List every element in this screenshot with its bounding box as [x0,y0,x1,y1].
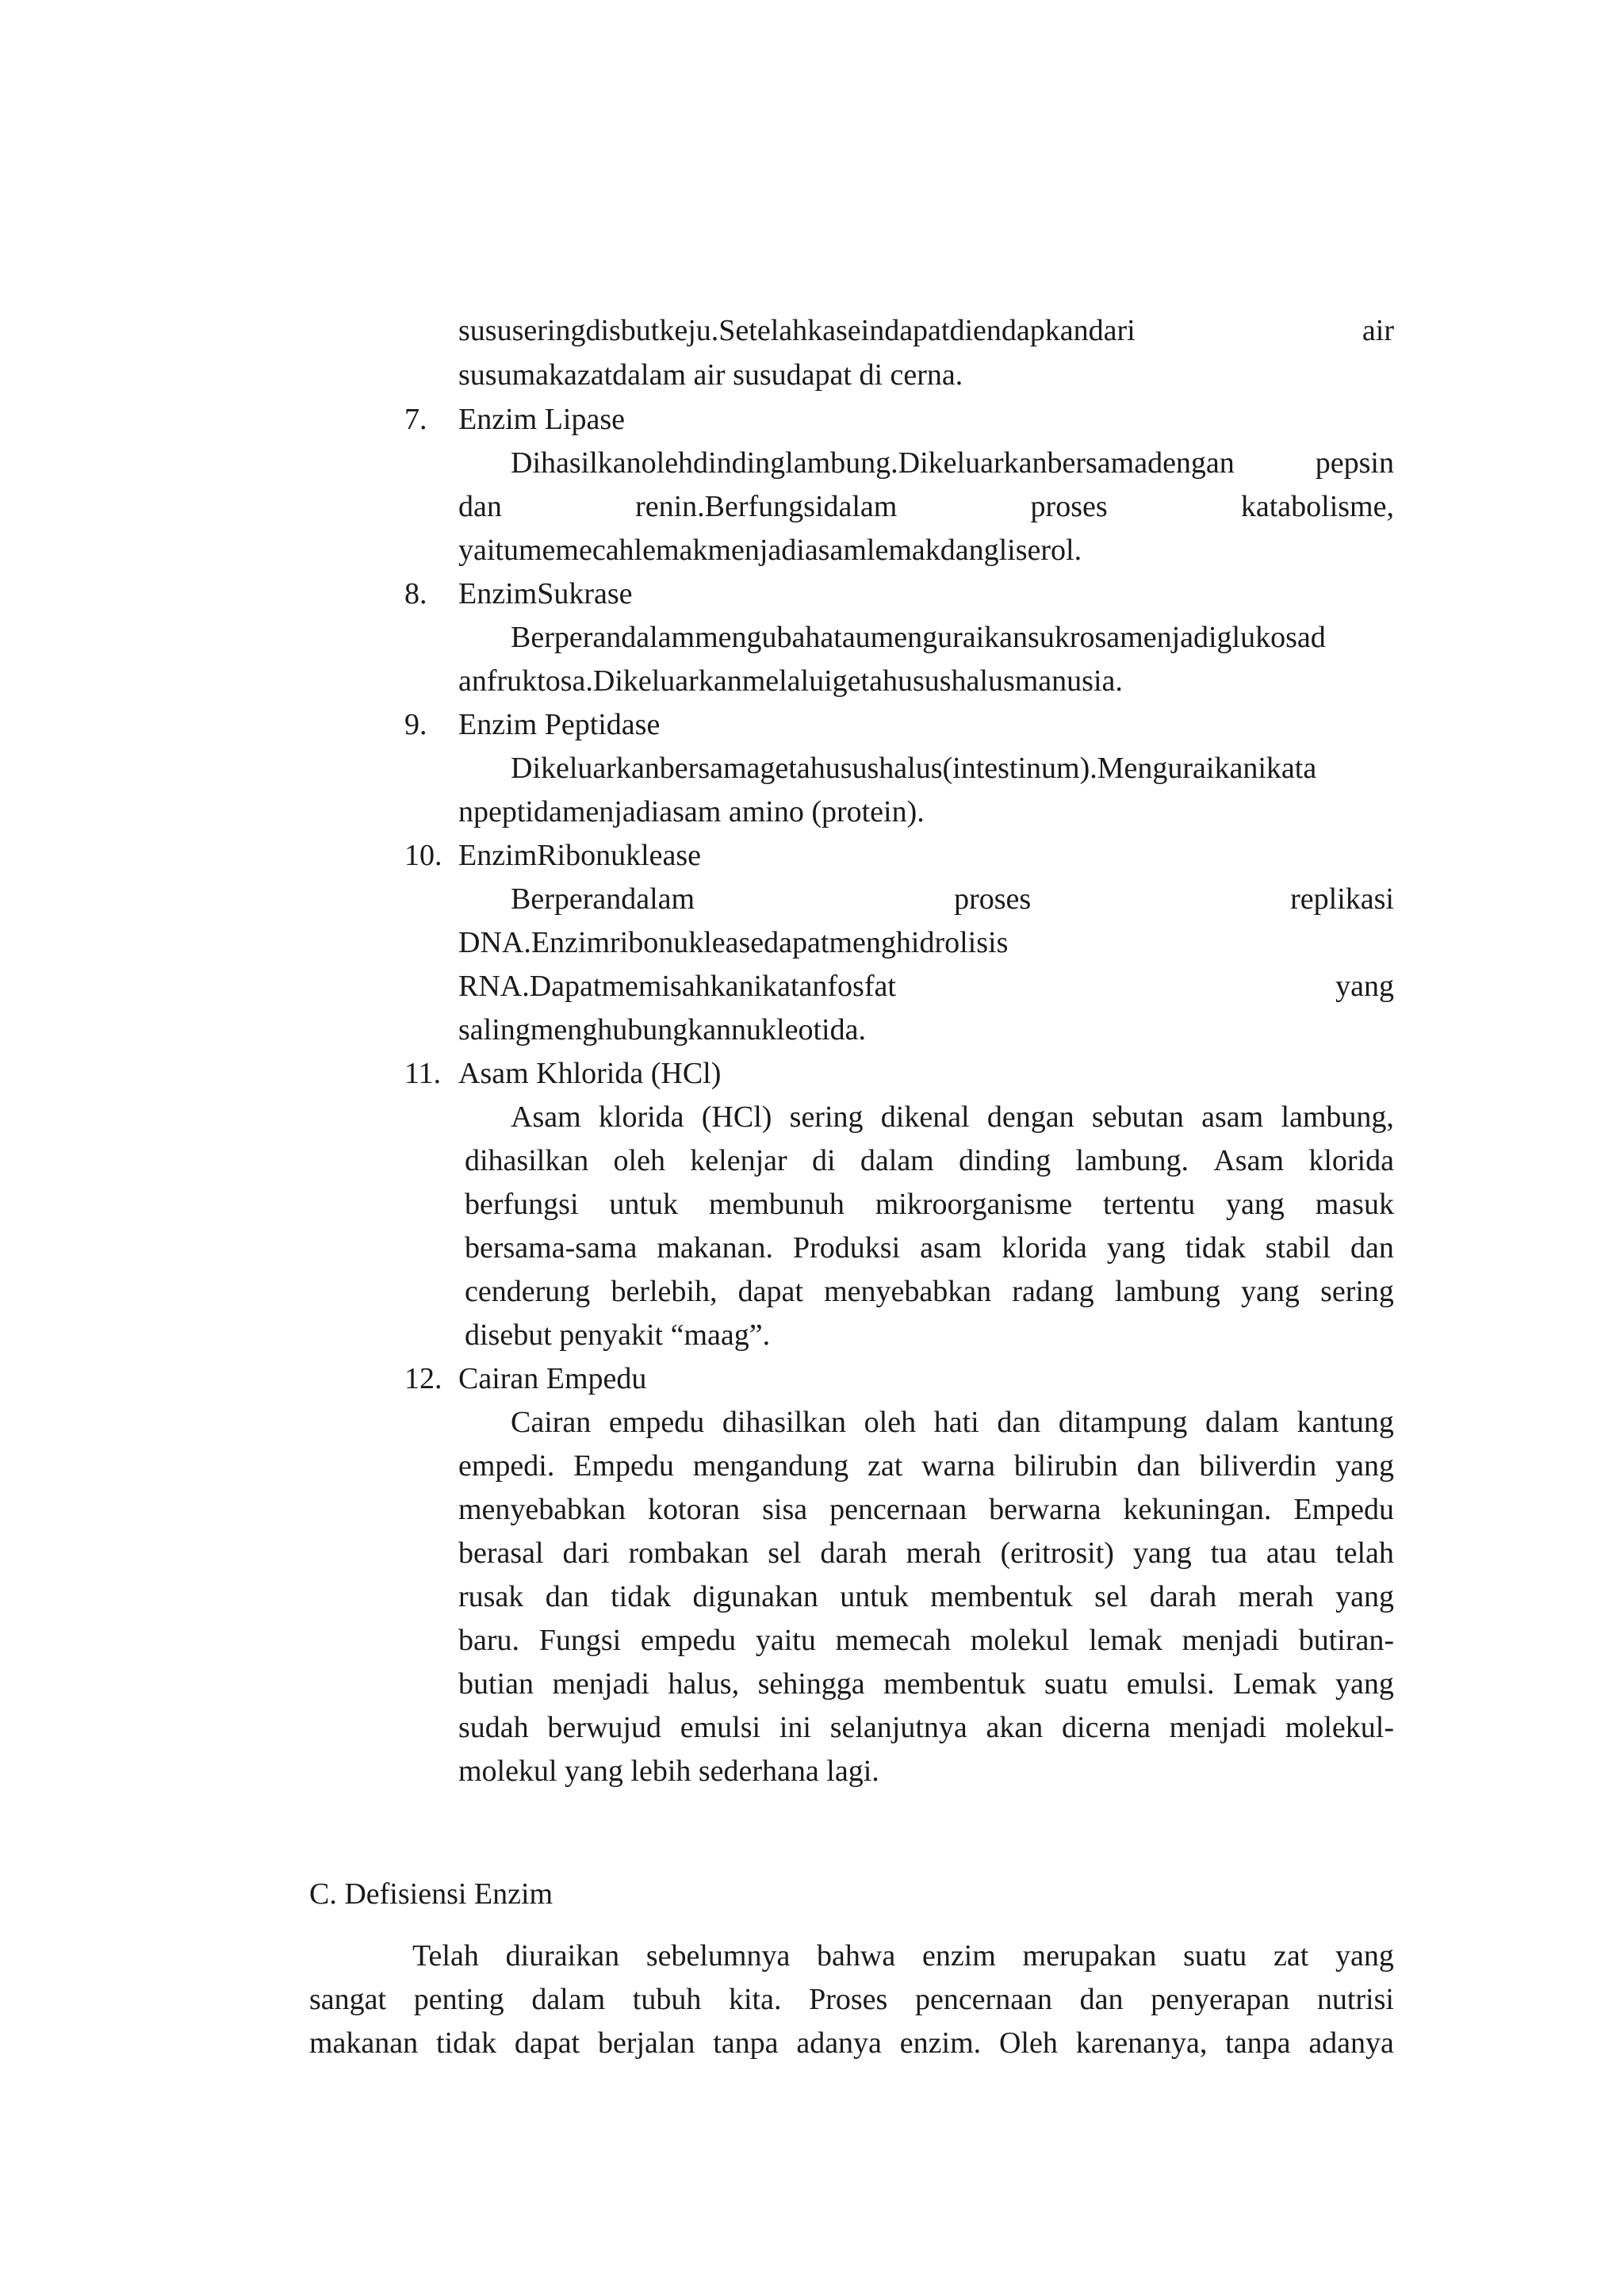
item-10-line-2: DNA.Enzimribonukleasedapatmenghidrolisis [458,926,1009,959]
continuation-line-1 [458,309,1394,352]
word: untuk [840,1580,909,1613]
word: dan [1136,1449,1181,1483]
word: kekuningan. [1123,1493,1272,1526]
item-8-title: EnzimSukrase [458,577,633,610]
word: merah [1238,1580,1314,1613]
word: dari [562,1536,610,1570]
item-8-line-2: anfruktosa.Dikeluarkanmelaluigetahusushalusmanusia. [458,664,1123,698]
section-c-line-2 [309,1978,1394,2021]
word: nutrisi [1316,1983,1394,2016]
item-12-line-1 [511,1401,1394,1444]
word: emulsi. [1126,1667,1215,1701]
word: tertentu [1103,1188,1196,1221]
word: makanan [309,2026,419,2060]
word: Berperandalam [511,882,695,916]
word: makanan. [657,1231,773,1265]
word: baru. [458,1624,520,1657]
word: menyebabkan [458,1493,626,1526]
word: ditampung [1058,1406,1188,1439]
item-7-line-1 [511,442,1394,484]
word: dalam [531,1983,606,2016]
word: (eritrosit) [1000,1536,1114,1570]
word: asam [920,1231,982,1265]
word: menjadi [1169,1711,1267,1744]
word: biliverdin [1199,1449,1317,1483]
word: Cairan [511,1406,592,1439]
word: Fungsi [538,1624,622,1657]
word: butiran- [1298,1624,1394,1657]
word: zat [867,1449,903,1483]
word: butian [458,1667,534,1701]
word: klorida [1308,1144,1394,1177]
word: sisa [762,1493,808,1526]
item-10-line-3 [458,965,1394,1008]
word: sel [768,1536,802,1570]
word: zat [1274,1939,1309,1973]
item-12-line-8 [458,1706,1394,1749]
word: proses [954,882,1032,916]
item-12-line-5 [458,1575,1394,1618]
word: sudah [458,1711,529,1744]
item-12-line-3 [458,1488,1394,1531]
word: mengandung [692,1449,849,1483]
item-11-line-2 [465,1139,1394,1182]
word: proses [1030,490,1108,523]
word: pencernaan [829,1493,967,1526]
word: di [812,1144,836,1177]
word: tidak [1185,1231,1246,1265]
item-11-line-3 [465,1183,1394,1226]
item-7-title: Enzim Lipase [458,403,625,436]
word: sususeringdisbutkeju.Setelahkaseindapatdiendapkandari [458,314,1136,347]
item-12-line-6 [458,1619,1394,1662]
word: Proses [809,1983,888,2016]
word: sel [1094,1580,1128,1613]
word: pencernaan [914,1983,1052,2016]
word: penyerapan [1151,1983,1290,2016]
word: rombakan [628,1536,749,1570]
word: diuraikan [505,1939,620,1973]
word: ini [779,1711,811,1744]
word: Asam [1213,1144,1284,1177]
word: pepsin [1315,446,1394,480]
word: berfungsi [465,1188,579,1221]
word: dihasilkan [465,1144,589,1177]
item-10-number: 10. [404,839,442,872]
word: membentuk [930,1580,1073,1613]
item-12-line-4 [458,1532,1394,1575]
word: oleh [864,1406,917,1439]
item-11-line-5 [465,1270,1394,1313]
word: empedi. [458,1449,555,1483]
word: kelenjar [690,1144,787,1177]
word: Oleh [998,2026,1058,2060]
word: tubuh [632,1983,702,2016]
item-11-number: 11. [404,1057,442,1090]
word: darah [1149,1580,1217,1613]
word: dan [1079,1983,1124,2016]
word: selanjutnya [829,1711,967,1744]
word: mikroorganisme [875,1188,1073,1221]
word: menjadi [1182,1624,1280,1657]
word: yang [1335,1667,1394,1701]
word: Telah [412,1939,479,1973]
word: dapat [514,2026,580,2060]
item-12-line-7 [458,1663,1394,1705]
word: lambung. [1075,1144,1189,1177]
word: yang [1106,1231,1166,1265]
continuation-line-2: susumakazatdalam air susudapat di cerna. [458,358,963,392]
word: cenderung [465,1275,591,1308]
item-9-number: 9. [404,708,427,741]
word: enzim [921,1939,996,1973]
word: Lemak [1233,1667,1317,1701]
item-9-title: Enzim Peptidase [458,708,661,741]
word: dicerna [1062,1711,1151,1744]
item-12-title: Cairan Empedu [458,1362,647,1395]
word: tidak [436,2026,496,2060]
word: lambung [1114,1275,1220,1308]
word: penting [413,1983,504,2016]
word: yang [1335,1580,1394,1613]
item-9-line-1: Dikeluarkanbersamagetahusushalus(intestinum).Menguraikanikata [511,752,1317,785]
word: kotoran [648,1493,741,1526]
word: yang [1225,1188,1285,1221]
word: dan [545,1580,589,1613]
word: sebelumnya [645,1939,791,1973]
word: adanya [796,2026,882,2060]
word: stabil [1265,1231,1331,1265]
word: empedu [640,1624,737,1657]
word: bilirubin [1013,1449,1118,1483]
item-11-title: Asam Khlorida (HCl) [458,1057,722,1090]
word: emulsi [680,1711,761,1744]
word: yang [1132,1536,1192,1570]
word: dalam [860,1144,934,1177]
word: menjadi [552,1667,649,1701]
word: tidak [611,1580,672,1613]
section-c-line-3 [309,2022,1394,2064]
word: merah [906,1536,982,1570]
item-10-title: EnzimRibonuklease [458,839,702,872]
word: halus, [668,1667,740,1701]
word: bersama-sama [465,1231,638,1265]
word: Dihasilkanolehdindinglambung.Dikeluarkanbersamadengan [511,446,1235,480]
word: Empedu [1293,1493,1394,1526]
word: oleh [613,1144,665,1177]
word: tanpa [713,2026,779,2060]
word: untuk [609,1188,678,1221]
word: klorida [1002,1231,1087,1265]
word: sering [789,1100,864,1134]
word: menyebabkan [824,1275,992,1308]
word: warna [921,1449,995,1483]
word: yang [1335,1939,1394,1973]
word: kita. [728,1983,782,2016]
word: tua [1210,1536,1248,1570]
word: molekul [970,1624,1070,1657]
word: sering [1320,1275,1394,1308]
item-7-line-3: yaitumemecahlemakmenjadiasamlemakdangliserol. [458,534,1082,567]
word: berasal [458,1536,544,1570]
word: adanya [1308,2026,1394,2060]
section-c-line-1 [412,1934,1394,1977]
item-11-line-6: disebut penyakit “maag”. [465,1318,771,1352]
item-12-number: 12. [404,1362,442,1395]
word: (HCl) [701,1100,772,1134]
word: berwarna [989,1493,1101,1526]
word: membunuh [708,1188,845,1221]
item-7-line-2 [458,485,1394,528]
word: Asam [511,1100,581,1134]
word: membentuk [883,1667,1026,1701]
word: bahwa [817,1939,896,1973]
word: dapat [737,1275,803,1308]
word: berjalan [597,2026,695,2060]
word: dan [458,490,502,523]
word: radang [1012,1275,1094,1308]
item-10-line-4: salingmenghubungkannukleotida. [458,1013,866,1047]
word: dan [997,1406,1041,1439]
word: Produksi [793,1231,901,1265]
word: RNA.Dapatmemisahkanikatanfosfat [458,970,896,1003]
word: memecah [835,1624,952,1657]
word: yang [1335,1449,1394,1483]
word: molekul- [1285,1711,1394,1744]
item-8-number: 8. [404,577,427,610]
word: telah [1335,1536,1394,1570]
word: replikasi [1290,882,1394,916]
word: atau [1266,1536,1317,1570]
word: digunakan [692,1580,818,1613]
word: empedu [608,1406,705,1439]
item-7-number: 7. [404,403,427,436]
word: rusak [458,1580,524,1613]
word: yang [1335,970,1394,1003]
word: yaitu [755,1624,816,1657]
word: darah [820,1536,887,1570]
item-9-line-2: npeptidamenjadiasam amino (protein). [458,795,925,828]
word: katabolisme, [1240,490,1394,523]
word: hati [933,1406,979,1439]
word: suatu [1044,1667,1109,1701]
word: suatu [1183,1939,1247,1973]
item-10-line-1 [511,878,1394,920]
word: lambung, [1281,1100,1394,1134]
word: air [1362,314,1394,347]
word: enzim. [899,2026,982,2060]
word: akan [986,1711,1044,1744]
item-11-line-1 [511,1096,1394,1138]
section-c-heading: C. Defisiensi Enzim [309,1877,553,1911]
word: klorida [598,1100,684,1134]
item-12-line-9: molekul yang lebih sederhana lagi. [458,1755,879,1788]
word: Empedu [573,1449,674,1483]
word: asam [1201,1100,1264,1134]
word: dihasilkan [722,1406,847,1439]
item-12-line-2 [458,1445,1394,1487]
word: berwujud [547,1711,661,1744]
word: yang [1241,1275,1300,1308]
word: renin.Berfungsidalam [635,490,898,523]
word: tanpa [1225,2026,1291,2060]
word: sebutan [1091,1100,1184,1134]
word: kantung [1297,1406,1394,1439]
word: berlebih, [611,1275,718,1308]
word: dengan [986,1100,1074,1134]
word: dalam [1205,1406,1279,1439]
word: lemak [1089,1624,1162,1657]
item-8-line-1: Berperandalammengubahataumenguraikansukrosamenjadiglukosad [511,621,1326,654]
word: dinding [959,1144,1051,1177]
word: dikenal [880,1100,970,1134]
word: karenanya, [1075,2026,1208,2060]
word: sangat [309,1983,387,2016]
word: sehingga [757,1667,865,1701]
word: merupakan [1022,1939,1157,1973]
word: dan [1350,1231,1394,1265]
word: masuk [1315,1188,1394,1221]
item-11-line-4 [465,1226,1394,1269]
